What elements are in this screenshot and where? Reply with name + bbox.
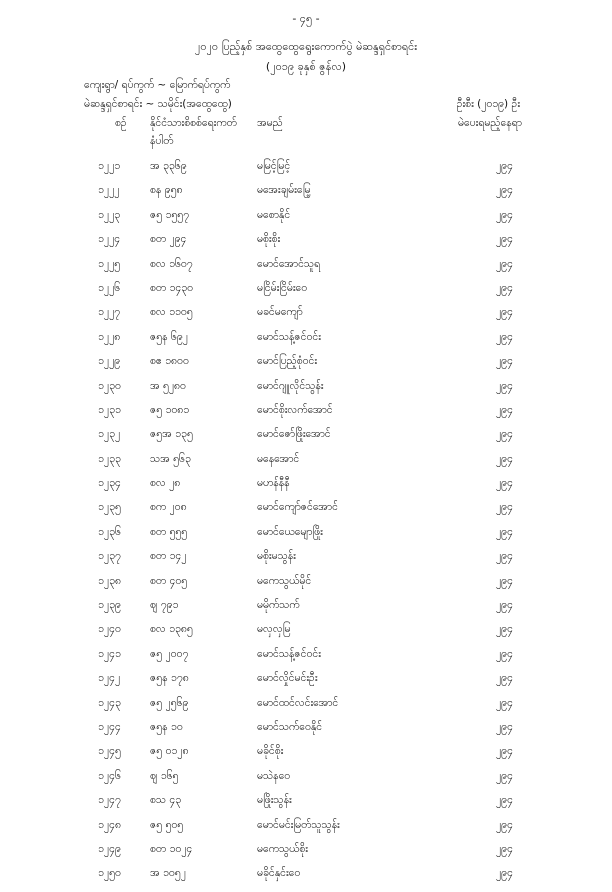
row-polling-place: ၂၉၄ [496,477,513,490]
row-polling-place: ၂၉၄ [496,428,513,441]
table-row [0,453,612,477]
row-name: မစိုးစိုး [257,233,281,246]
row-polling-place: ၂၉၄ [496,257,513,270]
row-number: ၁၂၃၉ [98,599,121,612]
row-polling-place: ၂၉၄ [496,720,513,733]
row-id: ဈ ၇၉၁ [150,599,179,612]
row-number: ၁၂၃၈ [98,574,121,587]
row-number: ၁၂၂၈ [98,330,121,343]
row-id: ဇ၅ ၂၀၀၇ [150,647,189,660]
row-number: ၁၂၂၇ [98,306,121,319]
row-name: မငြိမ်းငြိမ်းဝေ [257,281,308,294]
row-polling-place: ၂၉၄ [496,452,513,465]
row-name: မကေသွယ်မိုင် [257,574,312,587]
row-id: အ ၃၃၆၉ [150,160,187,172]
table-row [0,184,612,208]
row-number: ၁၂၄၇ [98,794,121,807]
row-number: ၁၂၂၁ [98,160,121,172]
document-subtitle: (၂၀၁၉ ခုနှစ် ဇွန်လ) [265,60,347,73]
row-id: ဇ၅န ၁၀ [150,720,183,733]
table-row [0,745,612,769]
column-header-id: နိုင်ငံသားစိစစ်ရေးကတ် [150,117,237,129]
row-number: ၁၂၄၁ [98,647,121,660]
row-name: မောင်အောင်သူရ [257,257,321,270]
column-header-polling-place: မဲပေးရမည့်နေရာ [457,117,522,129]
row-number: ၁၂၄၈ [98,818,121,831]
row-name: မလှလှမြ [257,623,291,636]
row-id: စန ၉၅၈ [150,184,183,197]
row-id: အ ၁၀၅၂ [150,867,186,880]
row-name: မောင်သန့်ဇင်ဝင်း [257,647,321,660]
table-row [0,428,612,452]
room-number: ဦးစီး (၂၀၁၉) ဦး [456,98,520,110]
location-line: ကျေးရွာ/ ရပ်ကွက် ~ မြောက်ရပ်ကွက် [84,79,231,91]
table-row [0,843,612,867]
row-polling-place: ၂၉၄ [496,501,513,514]
row-polling-place: ၂၉၄ [496,160,513,172]
row-id: စလ ၂၈ [150,477,181,490]
row-number: ၁၂၂၆ [98,281,121,294]
table-row [0,331,612,355]
row-name: မခင်မကျော် [257,306,303,319]
row-id: စတ ၅၅၅ [150,525,188,538]
row-name: မနေအောင် [257,452,300,465]
row-name: မောင်လှိုင်မင်းဦး [257,672,318,685]
row-number: ၁၂၄၀ [98,623,121,636]
table-row [0,867,612,891]
row-number: ၁၂၃၃ [98,452,121,465]
row-id: သအ ၅၆၃ [150,452,191,465]
row-name: မဟန်နီနီ [257,477,290,490]
row-name: မောင်သန့်ဇင်ဝင်း [257,330,321,343]
table-row [0,160,612,184]
table-row [0,233,612,257]
row-id: ဇ၅န ၆၉၂ [150,330,188,343]
voter-list [0,160,612,892]
row-id: စလ ၁၆၀၇ [150,257,193,270]
row-id: စတ ၁၀၂၄ [150,842,193,855]
row-number: ၁၂၃၅ [98,501,121,514]
table-row [0,721,612,745]
table-row [0,404,612,428]
row-polling-place: ၂၉၄ [496,184,513,197]
row-number: ၁၂၂၉ [98,355,121,368]
row-name: မောင်ဇော်ဖြိုးအောင် [257,428,331,441]
row-number: ၁၂၄၉ [98,842,121,855]
row-id: စတ ၄၀၅ [150,574,188,587]
row-id: စတ ၂၉၄ [150,233,187,246]
column-header-id-line2: နံပါတ် [150,135,174,147]
table-row [0,623,612,647]
row-polling-place: ၂၉၄ [496,647,513,660]
column-header-name: အမည် [257,117,283,129]
row-number: ၁၂၄၃ [98,696,121,709]
row-number: ၁၂၃၇ [98,550,121,563]
row-polling-place: ၂၉၄ [496,696,513,709]
row-number: ၁၂၄၂ [98,672,121,685]
row-number: ၁၂၂၂ [98,184,120,197]
table-row [0,672,612,696]
table-row [0,575,612,599]
row-name: မောင်ကျော်ဇင်အောင် [257,501,338,514]
table-row [0,819,612,843]
row-id: ဇ၅ ၀၁၂၈ [150,745,189,758]
row-id: ဇ၅ ၅၀၅ [150,818,184,831]
row-name: မမိုက်သက် [257,599,300,612]
row-id: ဇ၅န ၁၇၈ [150,672,189,685]
row-number: ၁၂၃၂ [98,428,121,441]
table-row [0,282,612,306]
row-number: ၁၂၃၄ [98,477,121,490]
row-id: အ ၅၂၈၀ [150,379,186,392]
row-name: မခိုင်စိုး [257,745,284,758]
row-polling-place: ၂၉၄ [496,842,513,855]
row-id: စသ ၄၃ [150,794,182,807]
row-id: ဇ၅ ၁၅၅၇ [150,208,190,221]
table-row [0,477,612,501]
row-id: ဇ၅ ၁၀၈၁ [150,403,190,416]
row-name: မောင်ပြည့်စုံဝင်း [257,355,318,368]
table-row [0,648,612,672]
row-id: စက ၂၀၈ [150,501,187,514]
row-polling-place: ၂၉၄ [496,550,513,563]
row-name: မောင်စိုးလက်အောင် [257,403,333,416]
table-row [0,550,612,574]
row-name: မခိုင်နှင်းဝေ [257,867,301,880]
row-polling-place: ၂၉၄ [496,208,513,221]
table-row [0,258,612,282]
table-row [0,697,612,721]
table-row [0,355,612,379]
row-number: ၁၂၃၀ [98,379,121,392]
row-polling-place: ၂၉၄ [496,525,513,538]
row-name: မောင်သက်ဝေနိုင် [257,720,323,733]
row-polling-place: ၂၉၄ [496,330,513,343]
table-row [0,526,612,550]
row-polling-place: ၂၉၄ [496,281,513,294]
table-row [0,794,612,818]
row-name: မောင်ထင်လင်းအောင် [257,696,339,709]
row-polling-place: ၂၉၄ [496,818,513,831]
row-number: ၁၂၃၆ [98,525,121,538]
row-polling-place: ၂၉၄ [496,233,513,246]
table-row [0,501,612,525]
row-name: မမြင့်မြင့် [257,160,291,172]
row-id: စတ ၁၄၂ [150,550,187,563]
row-name: မကေသွယ်စိုး [257,842,308,855]
row-name: မစိုးမသွန်း [257,550,296,563]
row-polling-place: ၂၉၄ [496,355,513,368]
row-id: ဇ၅အ ၁၃၅ [150,428,193,441]
row-id: ဇ၅ ၂၅၆၉ [150,696,189,709]
row-id: စဧ ၁၈၀၀ [150,355,189,368]
row-id: စလ ၁၃၈၅ [150,623,193,636]
row-number: ၁၂၃၁ [98,403,121,416]
row-polling-place: ၂၉၄ [496,574,513,587]
row-name: မအေးချမ်းမြေ့ [257,184,311,197]
row-polling-place: ၂၉၄ [496,403,513,416]
table-row [0,209,612,233]
table-row [0,380,612,404]
document-title: ၂၀၂၀ ပြည့်နှစ် အထွေထွေရွေးကောက်ပွဲ မဲဆန္ဒရှင်စာရင်း [194,40,418,53]
row-name: မဖြိုးသွန်း [257,794,292,807]
row-number: ၁၂၄၆ [98,769,121,782]
list-name: မဲဆန္ဒရှင်စာရင်း ~ သမိုင်း(အထွေထွေ) [84,98,232,110]
row-id: စလ ၁၁၀၅ [150,306,193,319]
row-name: မောင်ယေမျောဖြိုး [257,525,323,538]
row-polling-place: ၂၉၄ [496,794,513,807]
row-polling-place: ၂၉၄ [496,306,513,319]
row-name: မစောနိုင် [257,208,291,221]
row-polling-place: ၂၉၄ [496,672,513,685]
row-number: ၁၂၄၄ [98,720,121,733]
row-polling-place: ၂၉၄ [496,379,513,392]
row-polling-place: ၂၉၄ [496,623,513,636]
table-row [0,599,612,623]
table-row [0,306,612,330]
column-header-no: စဉ် [115,117,127,129]
row-polling-place: ၂၉၄ [496,599,513,612]
page-number: - ၄၅ - [292,12,320,25]
row-name: မသဲနဝေ [257,769,291,782]
row-number: ၁၂၅၀ [98,867,121,880]
row-name: မောင်မင်းမြတ်သူသွန်း [257,818,340,831]
row-name: မောင်ဂျူလိုင်သွန်း [257,379,324,392]
row-id: ဈ ၁၆၅ [150,769,179,782]
table-row [0,770,612,794]
row-id: စတ ၁၄၃၀ [150,281,194,294]
row-polling-place: ၂၉၄ [496,745,513,758]
row-number: ၁၂၂၅ [98,257,121,270]
row-polling-place: ၂၉၄ [496,867,513,880]
row-number: ၁၂၂၄ [98,233,121,246]
row-number: ၁၂၂၃ [98,208,121,221]
row-number: ၁၂၄၅ [98,745,121,758]
row-polling-place: ၂၉၄ [496,769,513,782]
